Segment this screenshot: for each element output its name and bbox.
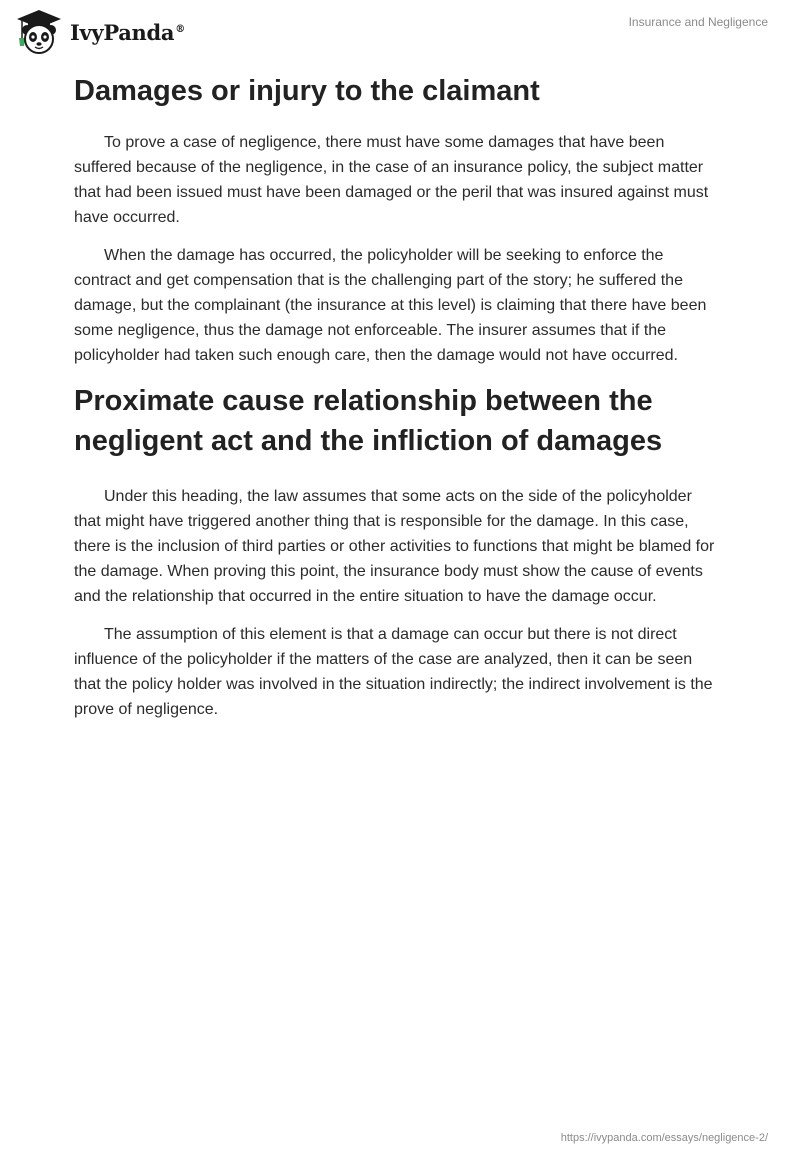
page-header xyxy=(0,0,800,70)
logo-name: IvyPanda xyxy=(70,19,175,45)
section-heading-proximate-cause: Proximate cause relationship between the negligent act and the infliction of damages xyxy=(74,385,663,457)
document-body xyxy=(74,68,722,735)
running-title: Insurance and Negligence xyxy=(628,15,768,29)
footer-source-url[interactable]: https://ivypanda.com/essays/negligence-2/ xyxy=(560,1132,768,1144)
paragraph: The assumption of this element is that a damage can occur but there is not direct influence of the policyholder if the matters of the case are analyzed, then it can be seen that the policy holder was involved in the situation indirectly; the indirect involvement is the prove of negligence. xyxy=(74,626,713,718)
ivypanda-logo[interactable] xyxy=(14,8,185,56)
section-heading-damages: Damages or injury to the claimant xyxy=(74,75,540,107)
paragraph: When the damage has occurred, the policyholder will be seeking to enforce the contract and get compensation that is the challenging part of the story; he suffered the damage, but the complainant (the insurance at this level) is claiming that there have been some negligence, thus the damage not enforceable. The insurer assumes that if the policyholder had taken such enough care, then the damage would not have occurred. xyxy=(74,247,707,364)
paragraph: To prove a case of negligence, there must have some damages that have been suffered because of the negligence, in the case of an insurance policy, the subject matter that had been issued must have been damaged or the peril that was insured against must have occurred. xyxy=(74,134,709,226)
logo-wordmark xyxy=(70,20,185,45)
paragraph: Under this heading, the law assumes that some acts on the side of the policyholder that might have triggered another thing that is responsible for the damage. In this case, there is the inclusion of third parties or other activities to functions that might be blamed for the damage. When proving this point, the insurance body must show the cause of events and the relationship that occurred in the entire situation to have the damage occur. xyxy=(74,488,715,605)
panda-icon xyxy=(14,8,64,56)
logo-registered-mark: ® xyxy=(175,23,185,35)
